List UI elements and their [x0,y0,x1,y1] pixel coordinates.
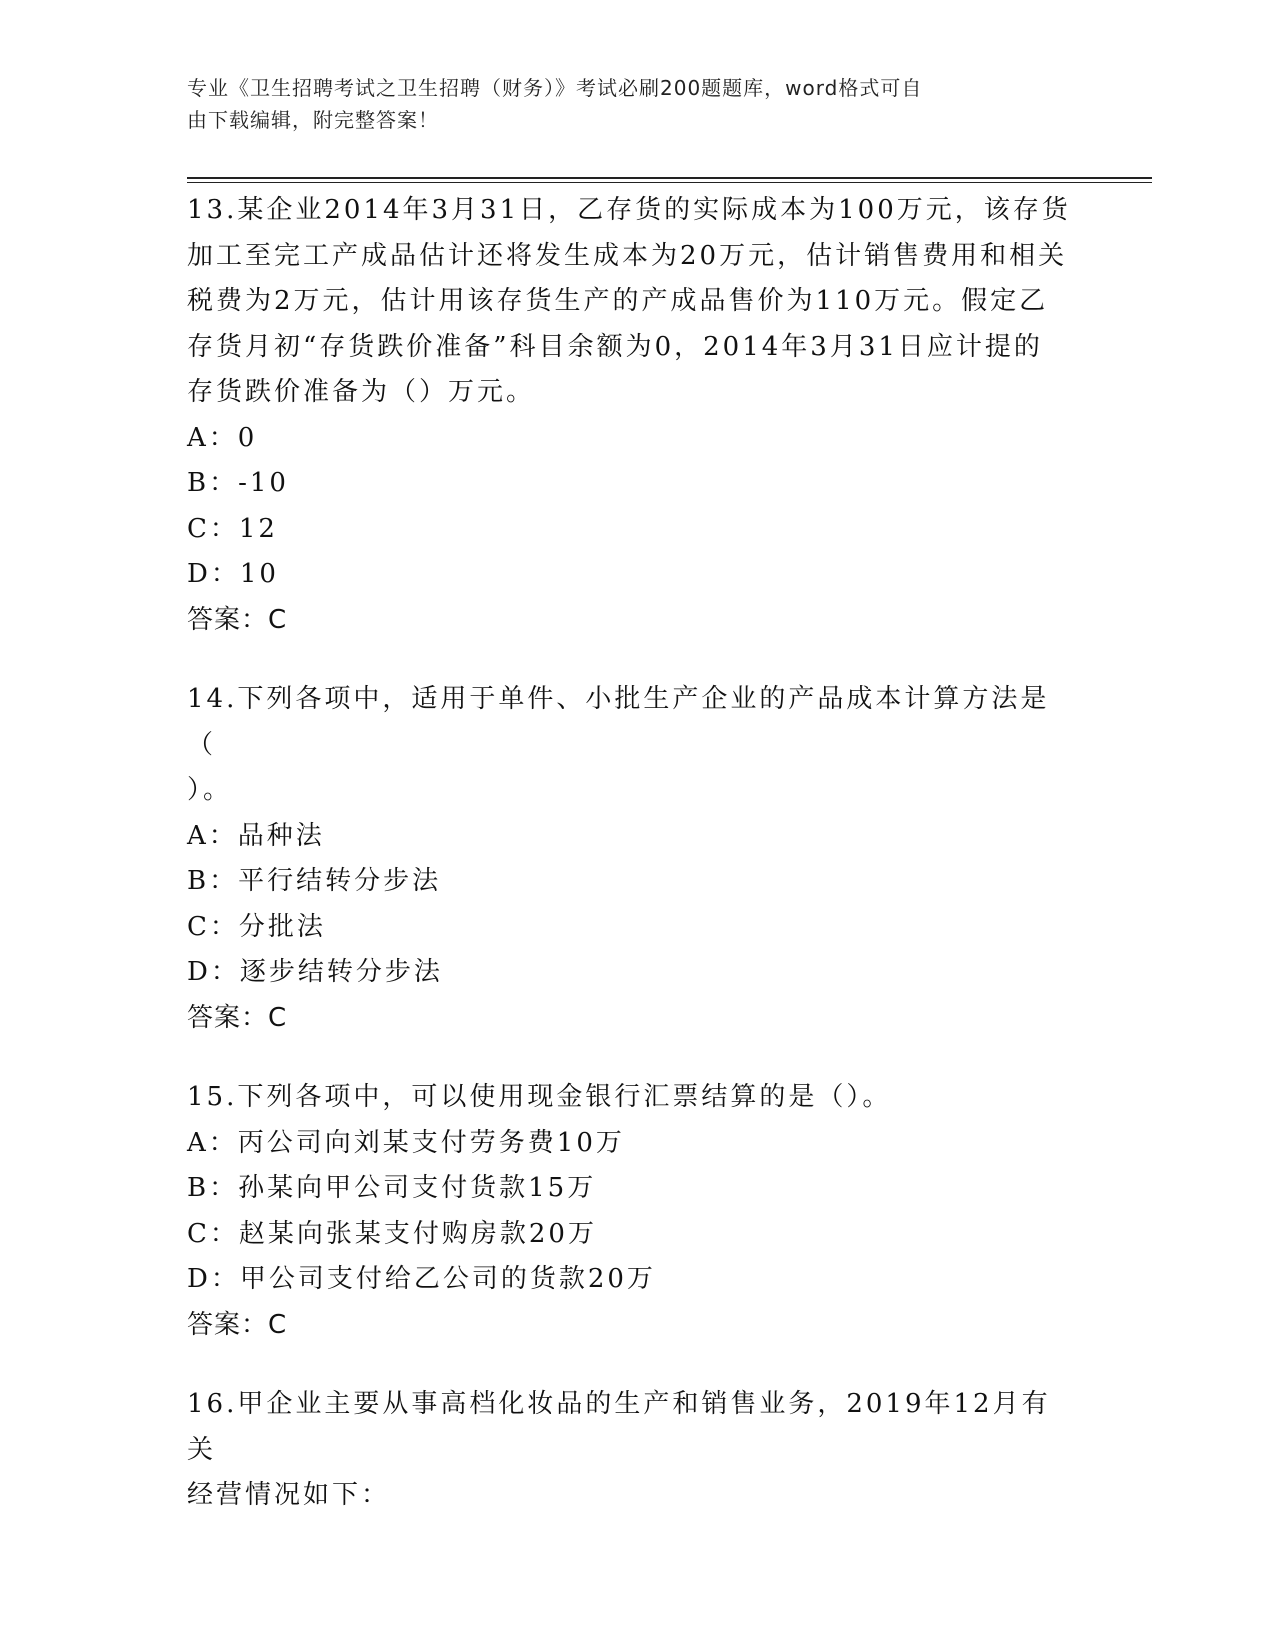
question-stem-line: 存货月初“存货跌价准备”科目余额为0，2014年3月31日应计提的 [187,331,1043,362]
question-stem-line: 14.下列各项中，适用于单件、小批生产企业的产品成本计算方法是（ [187,684,1050,760]
option-c: C：赵某向张某支付购房款20万 [187,1218,597,1249]
question-stem-line: ）。 [187,775,233,805]
option-c: C：分批法 [187,911,326,942]
option-d: D：逐步结转分步法 [187,957,443,987]
option-c: C：12 [187,513,278,544]
option-d: D：10 [187,559,279,589]
option-d: D：甲公司支付给乙公司的货款20万 [187,1264,656,1294]
question-stem-line: 存货跌价准备为（）万元。 [187,377,536,407]
option-b: B：平行结转分步法 [187,866,442,896]
document-header [187,72,1087,136]
question-stem-line: 税费为2万元，估计用该存货生产的产成品售价为110万元。假定乙 [187,286,1049,316]
header-divider [187,177,1152,179]
question-list [187,188,1077,1553]
question-stem-line: 15.下列各项中，可以使用现金银行汇票结算的是（）。 [187,1082,892,1112]
question-stem-line: 加工至完工产成品估计还将发生成本为20万元，估计销售费用和相关 [187,240,1068,271]
header-divider-thin [187,182,1152,183]
question-stem-line: 经营情况如下： [187,1480,391,1510]
answer: 答案：C [187,1309,288,1340]
option-a: A：丙公司向刘某支付劳务费10万 [187,1127,625,1158]
question-15 [187,1075,1077,1348]
answer: 答案：C [187,1002,288,1033]
option-b: B：-10 [187,468,289,498]
answer: 答案：C [187,604,288,635]
option-b: B：孙某向甲公司支付货款15万 [187,1173,597,1203]
option-a: A：0 [187,422,258,453]
question-stem-line: 16.甲企业主要从事高档化妆品的生产和销售业务，2019年12月有关 [187,1389,1051,1465]
question-13 [187,188,1077,643]
header-line-1: 专业《卫生招聘考试之卫生招聘（财务）》考试必刷200题题库，word格式可自 [187,76,923,100]
question-14 [187,677,1077,1041]
question-stem-line: 13.某企业2014年3月31日，乙存货的实际成本为100万元，该存货 [187,195,1071,225]
option-a: A：品种法 [187,820,325,851]
question-16 [187,1382,1077,1519]
header-line-2: 由下载编辑，附完整答案！ [187,108,439,132]
